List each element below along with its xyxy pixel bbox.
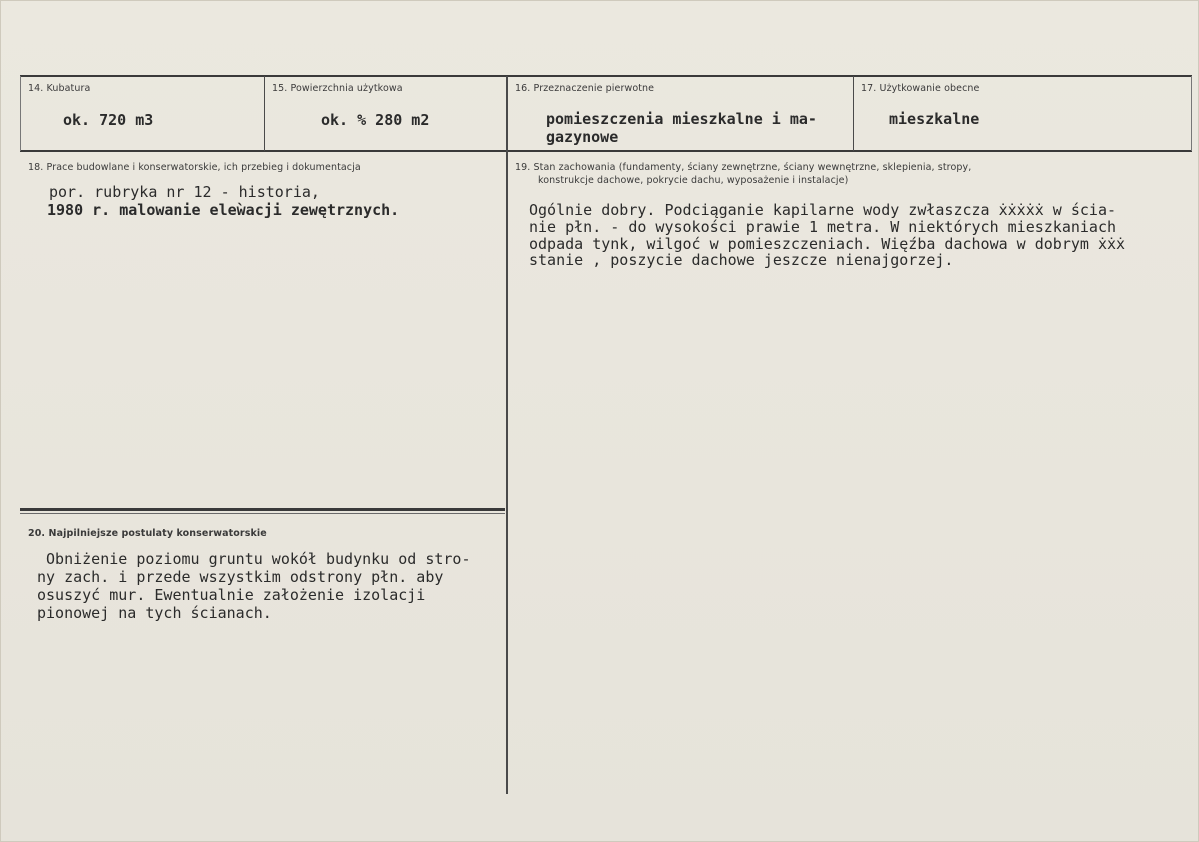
section18-bottom-rule-2 bbox=[20, 513, 505, 514]
field-19-line-2: nie płn. - do wysokości prawie 1 metra. W niektórych mieszkaniach bbox=[529, 218, 1116, 236]
field-16-label: 16. Przeznaczenie pierwotne bbox=[515, 83, 655, 94]
field-17-label: 17. Użytkowanie obecne bbox=[861, 83, 980, 94]
field-14-value: ok. 720 m3 bbox=[63, 111, 154, 129]
field-19-line-3: odpada tynk, wilgoć w pomieszczeniach. Więźba dachowa w dobrym ẋẋẋ bbox=[529, 235, 1126, 253]
divider-14-15 bbox=[264, 76, 265, 151]
field-20-line-3: osuszyć mur. Ewentualnie założenie izolacji bbox=[37, 586, 426, 604]
field-19-line-1: Ogólnie dobry. Podciąganie kapilarne wody zwłaszcza ẋẋẋẋẋ w ścia- bbox=[529, 201, 1116, 219]
field-15-label: 15. Powierzchnia użytkowa bbox=[272, 83, 403, 94]
field-18-line-2: 1980 r. malowanie eleẁacji zewętrznych. bbox=[47, 201, 400, 219]
field-16-line-1: pomieszczenia mieszkalne i ma- bbox=[546, 110, 817, 128]
right-rule bbox=[1191, 76, 1192, 151]
divider-15-16 bbox=[506, 76, 508, 794]
section18-bottom-rule bbox=[20, 508, 505, 511]
field-20-line-4: pionowej na tych ścianach. bbox=[37, 604, 272, 622]
field-18-label: 18. Prace budowlane i konserwatorskie, ich przebieg i dokumentacja bbox=[28, 162, 361, 173]
field-17-value: mieszkalne bbox=[889, 110, 980, 128]
field-19-label-line-1: 19. Stan zachowania (fundamenty, ściany zewnętrzne, ściany wewnętrzne, sklepienia, stropy, bbox=[515, 162, 972, 173]
row1-bottom-rule bbox=[20, 150, 1192, 152]
field-20-line-1: Obniżenie poziomu gruntu wokół budynku od stro- bbox=[37, 550, 471, 568]
field-19-line-4: stanie , poszycie dachowe jeszcze nienajgorzej. bbox=[529, 251, 954, 269]
field-15-value: ok. % 280 m2 bbox=[321, 111, 430, 129]
field-14-label: 14. Kubatura bbox=[28, 83, 91, 94]
left-rule bbox=[20, 76, 21, 151]
field-18-line-1: por. rubryka nr 12 - historia, bbox=[49, 183, 320, 201]
field-20-label: 20. Najpilniejsze postulaty konserwatorskie bbox=[28, 528, 267, 539]
field-20-line-2: ny zach. i przede wszystkim odstrony płn. aby bbox=[37, 568, 444, 586]
divider-16-17 bbox=[853, 76, 854, 151]
top-rule bbox=[20, 75, 1192, 77]
field-16-line-2: gazynowe bbox=[546, 128, 619, 146]
field-19-label-line-2: konstrukcje dachowe, pokrycie dachu, wyposażenie i instalacje) bbox=[538, 175, 849, 186]
